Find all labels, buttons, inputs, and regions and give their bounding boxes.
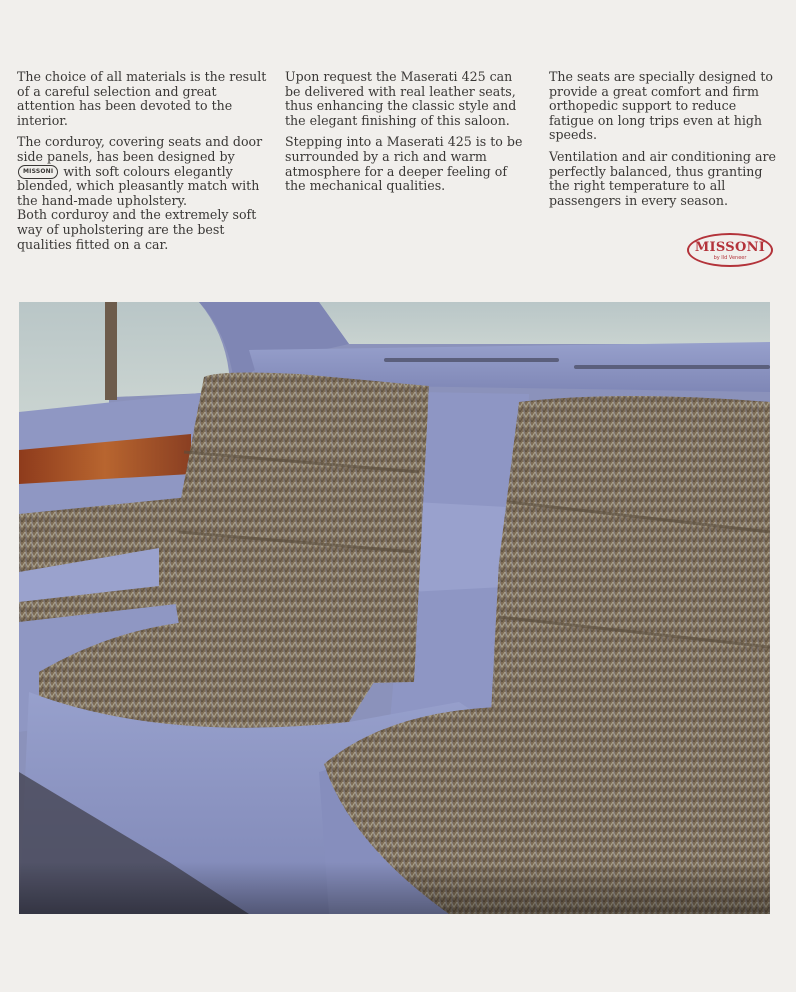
paragraph: Upon request the Maserati 425 can be delivered with real leather seats, thus enhancing the classic style and the elegant finishing of this saloon. (285, 69, 517, 128)
paragraph-missoni (17, 135, 267, 252)
paragraph: Ventilation and air conditioning are perfectly balanced, thus granting the right temperature to all passengers in every season. (549, 148, 776, 208)
paragraph: The seats are specially designed to provide a great comfort and firm orthopedic support to reduce fatigue on long trips even at high speeds. (549, 69, 773, 143)
paragraph: The choice of all materials is the result of a careful selection and great attention has been devoted to the interior. (17, 69, 267, 128)
text-column-3 (549, 70, 779, 215)
text-column-2 (285, 70, 525, 201)
paragraph: Stepping into a Maserati 425 is to be surrounded by a rich and warm atmosphere for a deeper feeling of the mechanical qualities. (285, 134, 523, 194)
rear-seat-photo (19, 302, 770, 914)
text-column-1 (17, 70, 267, 259)
paragraph-text: Both corduroy and the extremely soft way of upholstering are the best qualities fitted on a car. (17, 207, 257, 252)
missoni-logo (687, 233, 773, 267)
paragraph-text: The corduroy, covering seats and door side panels, has been designed by (17, 134, 263, 164)
paragraph-text: with soft colours elegantly blended, which pleasantly match with the hand-made upholstery. (17, 163, 260, 208)
logo-subtitle: by Ild Veneer (713, 255, 747, 261)
logo-brand: MISSONI (694, 240, 766, 255)
missoni-inline-logo: MISSONI (18, 165, 58, 179)
